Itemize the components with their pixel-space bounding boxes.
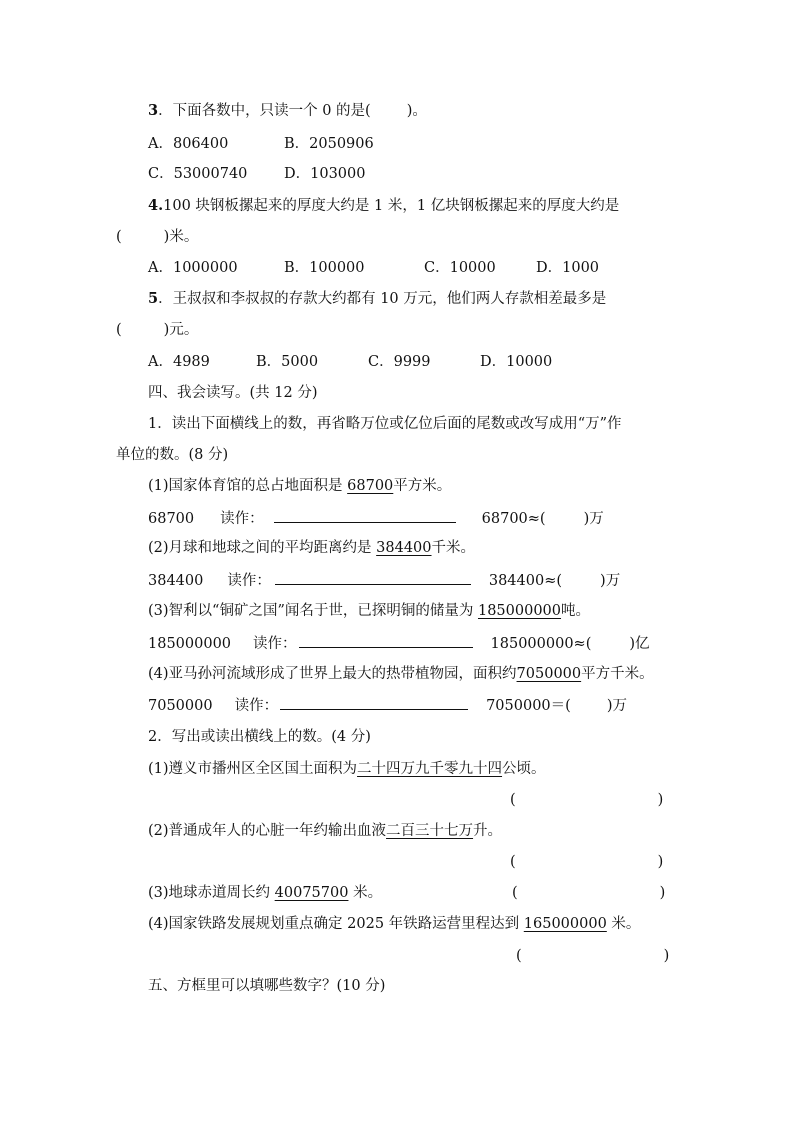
read-item-1-text: (1)国家体育馆的总占地面积是 68700平方米。 xyxy=(148,478,452,494)
read-item-2-answer-row: 384400 读作： 384400≈( )万 xyxy=(148,570,620,591)
question-4-stem-line2: ( )米。 xyxy=(116,229,199,245)
read-item-3-text: (3)智利以“铜矿之国”闻名于世，已探明铜的储量为 185000000吨。 xyxy=(148,603,591,619)
question-5-stem-line2: ( )元。 xyxy=(116,322,199,338)
read-item-1-answer-row: 68700 读作： 68700≈( )万 xyxy=(148,508,604,529)
write-item-4-answer[interactable]: ( ) xyxy=(516,948,670,964)
underlined-number: 7050000 xyxy=(516,666,582,682)
question-5-option-a[interactable]: A．4989 xyxy=(148,354,210,370)
question-3-option-c[interactable]: C．53000740 xyxy=(148,166,248,182)
question-number: 3 xyxy=(148,102,159,119)
underlined-number: 185000000 xyxy=(477,603,562,619)
question-3-option-d[interactable]: D．103000 xyxy=(284,166,366,182)
reading-answer-line[interactable] xyxy=(280,695,468,710)
write-item-1-answer[interactable]: ( ) xyxy=(510,792,664,808)
underlined-number: 384400 xyxy=(376,540,432,556)
write-item-2-text: (2)普通成年人的心脏一年约输出血液二百三十七万升。 xyxy=(148,823,503,839)
question-number: 4. xyxy=(148,197,164,214)
question-5-option-d[interactable]: D．10000 xyxy=(480,354,553,370)
question-4-option-a[interactable]: A．1000000 xyxy=(148,260,238,276)
write-item-1-text: (1)遵义市播州区全区国土面积为二十四万九千零九十四公顷。 xyxy=(148,761,546,777)
write-item-3-text: (3)地球赤道周长约 40075700 米。 xyxy=(148,885,383,901)
underlined-number: 40075700 xyxy=(274,885,349,901)
reading-answer-line[interactable] xyxy=(275,570,471,585)
read-item-4-text: (4)亚马孙河流域形成了世界上最大的热带植物园，面积约7050000平方千米。 xyxy=(148,666,654,682)
underlined-number: 165000000 xyxy=(523,916,607,932)
question-4-option-d[interactable]: D．1000 xyxy=(536,260,600,276)
question-5-stem: 5．王叔叔和李叔叔的存款大约都有 10 万元，他们两人存款相差最多是 xyxy=(148,290,607,307)
read-item-4-answer-row: 7050000 读作： 7050000＝( )万 xyxy=(148,695,627,716)
write-item-4-text: (4)国家铁路发展规划重点确定 2025 年铁路运营里程达到 165000000 米。 xyxy=(148,916,641,932)
question-3-stem: 3．下面各数中，只读一个 0 的是( )。 xyxy=(148,102,427,119)
question-5-option-c[interactable]: C．9999 xyxy=(368,354,431,370)
section-4-part-2-instruction: 2．写出或读出横线上的数。(4 分) xyxy=(148,729,371,745)
underlined-number: 68700 xyxy=(347,478,394,494)
reading-answer-line[interactable] xyxy=(299,633,473,648)
underlined-number: 二十四万九千零九十四 xyxy=(357,761,503,777)
question-3-option-a[interactable]: A．806400 xyxy=(148,136,229,152)
write-item-2-answer[interactable]: ( ) xyxy=(510,854,664,870)
section-4-part-1-instruction-line2: 单位的数。(8 分) xyxy=(116,447,229,463)
write-item-3-answer[interactable]: ( ) xyxy=(512,885,666,901)
reading-answer-line[interactable] xyxy=(274,508,456,523)
read-item-2-text: (2)月球和地球之间的平均距离约是 384400千米。 xyxy=(148,540,476,556)
section-4-title: 四、我会读写。(共 12 分) xyxy=(148,385,318,401)
section-4-part-1-instruction: 1．读出下面横线上的数，再省略万位或亿位后面的尾数或改写成用“万”作 xyxy=(148,416,622,432)
question-4-stem: 4.100 块钢板摞起来的厚度大约是 1 米，1 亿块钢板摞起来的厚度大约是 xyxy=(148,197,620,214)
question-4-option-b[interactable]: B．100000 xyxy=(284,260,365,276)
section-5-title: 五、方框里可以填哪些数字？(10 分) xyxy=(148,978,386,994)
question-5-option-b[interactable]: B．5000 xyxy=(256,354,319,370)
question-number: 5 xyxy=(148,290,159,307)
underlined-number: 二百三十七万 xyxy=(386,823,474,839)
question-4-option-c[interactable]: C．10000 xyxy=(424,260,496,276)
question-3-option-b[interactable]: B．2050906 xyxy=(284,136,374,152)
read-item-3-answer-row: 185000000 读作： 185000000≈( )亿 xyxy=(148,633,650,654)
